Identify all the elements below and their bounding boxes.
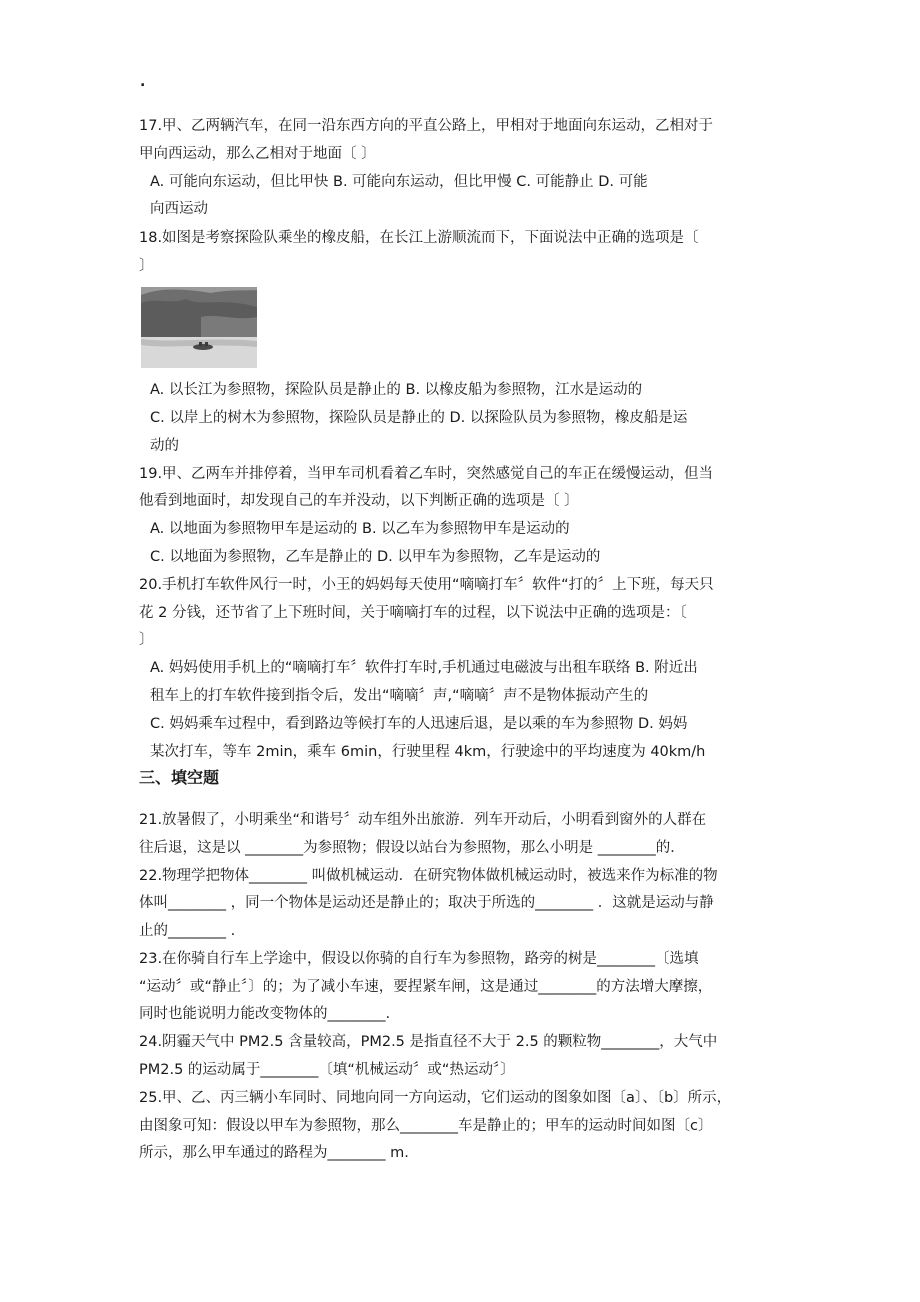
- q22-line2: 体叫________ ，同一个物体是运动还是静止的；取决于所选的________ ．这就是运动与静: [139, 895, 714, 911]
- q20-options-2-cont: 某次打车，等车 2min，乘车 6min，行驶里程 4km，行驶途中的平均速度为 40km/h: [150, 744, 706, 760]
- q20-options-1-cont: 租车上的打车软件接到指令后，发出“嘀嘀〞声,“嘀嘀〞声不是物体振动产生的: [150, 688, 649, 704]
- q23-line3: 同时也能说明力能改变物体的________.: [139, 1006, 391, 1022]
- q18-options-cont: 动的: [150, 438, 179, 454]
- q24-line2: PM2.5 的运动属于________〔填“机械运动〞或“热运动〞〕: [139, 1062, 515, 1078]
- q18-options-1: A. 以长江为参照物，探险队员是静止的 B. 以橡皮船为参照物，江水是运动的: [150, 382, 643, 398]
- q18-line1: 18.如图是考察探险队乘坐的橡皮船，在长江上游顺流而下，下面说法中正确的选项是〔: [139, 230, 699, 246]
- q23-line2: “运动〞或“静止〞〕的；为了减小车速，要捏紧车闸，这是通过________的方法增大摩擦，: [139, 979, 713, 995]
- q25-line1: 25.甲、乙、丙三辆小车同时、同地向同一方向运动，它们运动的图象如图〔a〕、〔b〕所示，: [139, 1090, 732, 1106]
- q18-line2: 〕: [139, 258, 154, 274]
- q22-line1: 22.物理学把物体________ 叫做机械运动．在研究物体做机械运动时，被选来作为标准的物: [139, 868, 718, 884]
- rubber-boat-photo: [141, 287, 257, 368]
- q25-line3: 所示，那么甲车通过的路程为________ m.: [139, 1145, 409, 1161]
- q23-line1: 23.在你骑自行车上学途中，假设以你骑的自行车为参照物，路旁的树是________〔选填: [139, 951, 699, 967]
- q20-options-1: A. 妈妈使用手机上的“嘀嘀打车〞软件打车时,手机通过电磁波与出租车联络 B. 附近出: [150, 660, 698, 676]
- q19-options-2: C. 以地面为参照物，乙车是静止的 D. 以甲车为参照物，乙车是运动的: [150, 549, 601, 565]
- section-title: 三、填空题: [139, 768, 220, 787]
- q22-line3: 止的________ .: [139, 923, 236, 939]
- q24-line1: 24.阴霾天气中 PM2.5 含量较高，PM2.5 是指直径不大于 2.5 的颗粒物________，大气中: [139, 1034, 718, 1050]
- q19-line2: 他看到地面时，却发现自己的车并没动，以下判断正确的选项是〔 〕: [139, 493, 579, 509]
- q18-options-2: C. 以岸上的树木为参照物，探险队员是静止的 D. 以探险队员为参照物，橡皮船是运: [150, 410, 688, 426]
- q20-line2: 花 2 分钱，还节省了上下班时间，关于嘀嘀打车的过程，以下说法中正确的选项是：〔: [139, 605, 687, 621]
- q25-line2: 由图象可知：假设以甲车为参照物，那么________车是静止的；甲车的运动时间如图〔c〕: [139, 1118, 713, 1134]
- q20-line1: 20.手机打车软件风行一时，小王的妈妈每天使用“嘀嘀打车〞软件“打的〞上下班，每天只: [139, 577, 714, 593]
- q17-line1: 17.甲、乙两辆汽车，在同一沿东西方向的平直公路上，甲相对于地面向东运动，乙相对于: [139, 118, 714, 134]
- q19-line1: 19.甲、乙两车并排停着，当甲车司机看着乙车时，突然感觉自己的车正在缓慢运动，但当: [139, 466, 714, 482]
- q21-line1: 21.放暑假了，小明乘坐“和谐号〞动车组外出旅游．列车开动后，小明看到窗外的人群在: [139, 812, 707, 828]
- q20-line3: 〕: [139, 632, 154, 648]
- q17-line2: 甲向西运动，那么乙相对于地面〔 〕: [139, 146, 376, 162]
- header-mark: .: [140, 74, 146, 90]
- q19-options-1: A. 以地面为参照物甲车是运动的 B. 以乙车为参照物甲车是运动的: [150, 521, 570, 537]
- q17-options-cont: 向西运动: [150, 201, 208, 217]
- q20-options-2: C. 妈妈乘车过程中，看到路边等候打车的人迅速后退，是以乘的车为参照物 D. 妈妈: [150, 716, 688, 732]
- q21-line2: 往后退，这是以 ________为参照物；假设以站台为参照物，那么小明是 ________的．: [139, 840, 685, 856]
- q17-options: A. 可能向东运动，但比甲快 B. 可能向东运动，但比甲慢 C. 可能静止 D. 可能: [150, 174, 648, 190]
